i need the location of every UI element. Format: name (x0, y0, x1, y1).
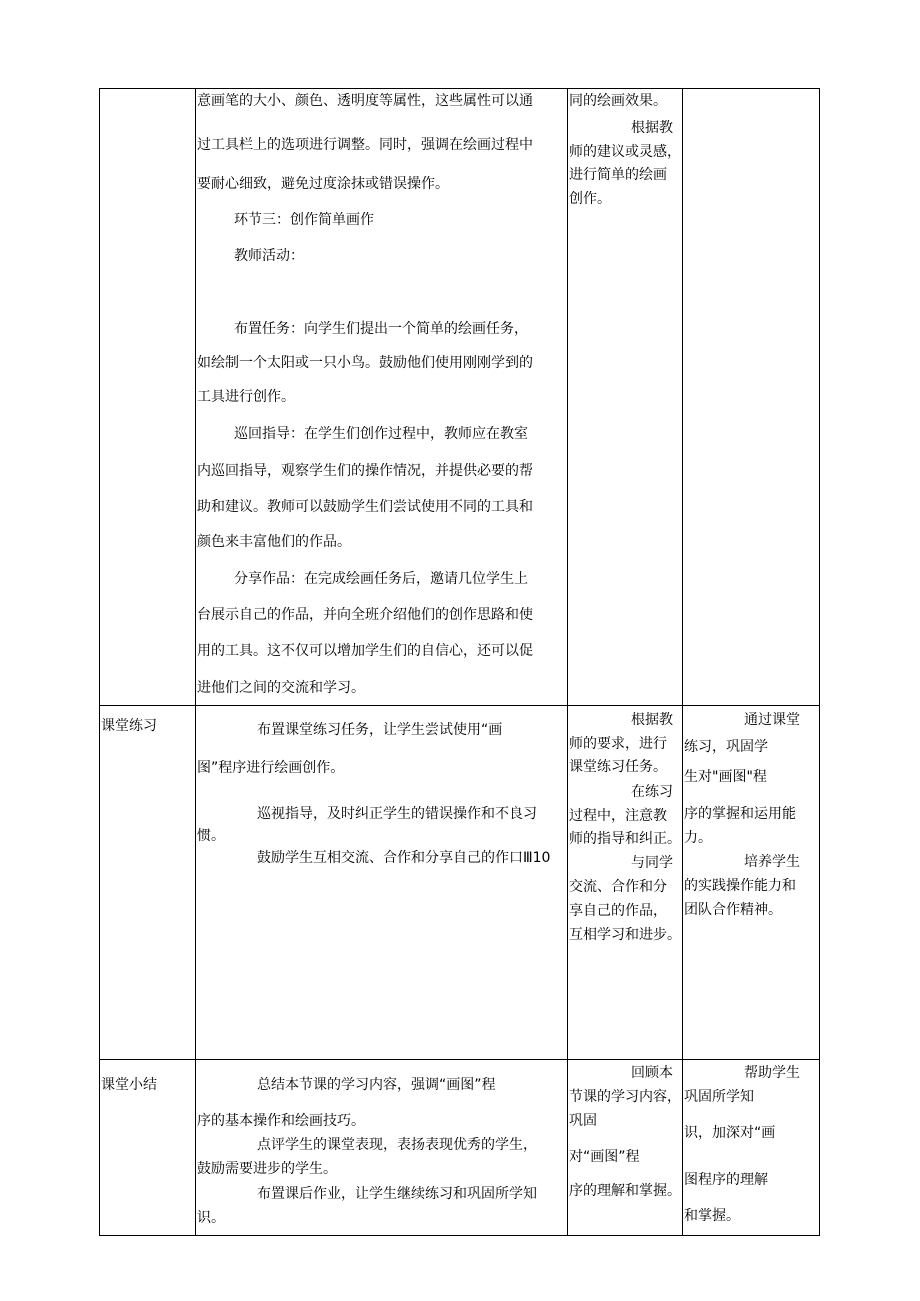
paragraph-line: 巩固所学知 (684, 1089, 754, 1105)
table-col-divider (567, 88, 568, 1236)
paragraph-line: 和掌握。 (684, 1208, 740, 1224)
paragraph-line: 惯。 (197, 828, 225, 844)
table-row-divider (99, 1059, 820, 1060)
table-col-divider (682, 88, 683, 1236)
paragraph-line: 巡视指导，及时纠正学生的错误操作和不良习 (257, 806, 537, 822)
paragraph-line: 回顾本 (631, 1065, 673, 1081)
paragraph-line: 创作。 (569, 191, 611, 207)
paragraph-line: 点评学生的课堂表现，表扬表现优秀的学生， (257, 1137, 537, 1153)
paragraph-line: 课堂练习任务。 (569, 759, 667, 775)
paragraph-line: 团队合作精神。 (684, 902, 782, 918)
paragraph-line: 如绘制一个太阳或一只小鸟。鼓励他们使用刚刚学到的 (197, 355, 533, 371)
paragraph-line: 内巡回指导，观察学生们的操作情况，并提供必要的帮 (197, 463, 533, 479)
paragraph-line: 根据教 (631, 120, 673, 136)
paragraph-line: 工具进行创作。 (197, 389, 295, 405)
paragraph-line: 图程序的理解 (684, 1172, 768, 1188)
paragraph-line: 序的理解和掌握。 (569, 1183, 681, 1199)
paragraph-line: 力。 (684, 830, 712, 846)
table-border-left (99, 88, 100, 1236)
paragraph-line: 帮助学生 (744, 1065, 800, 1081)
row-label: 课堂小结 (101, 1077, 157, 1093)
paragraph-line: 师的指导和纠正。 (569, 831, 681, 847)
paragraph-line: 在练习 (631, 784, 673, 800)
row3-label-cell (101, 1075, 193, 1095)
paragraph-line: 图”程序进行绘画创作。 (197, 760, 345, 776)
paragraph-line: 根据教 (631, 712, 673, 728)
paragraph-line: 布置课后作业，让学生继续练习和巩固所学知 (257, 1186, 537, 1202)
paragraph-line: 布置课堂练习任务，让学生尝试使用“画 (257, 722, 503, 738)
table-border-top (99, 88, 820, 89)
paragraph-line: 对“画图”程 (569, 1149, 640, 1165)
table-border-right (819, 88, 820, 1236)
paragraph-line: 进行简单的绘画 (569, 167, 667, 183)
paragraph-line: 过程中，注意教 (569, 808, 667, 824)
paragraph-line: 练习，巩固学 (684, 739, 768, 755)
paragraph-line: 序的基本操作和绘画技巧。 (197, 1113, 365, 1129)
paragraph-line: 识，加深对“画 (684, 1125, 776, 1141)
paragraph-line: 序的掌握和运用能 (684, 806, 796, 822)
paragraph-line: 过工具栏上的选项进行调整。同时，强调在绘画过程中 (197, 137, 533, 153)
paragraph-line: 进他们之间的交流和学习。 (197, 680, 365, 696)
paragraph-line: 助和建议。教师可以鼓励学生们尝试使用不同的工具和 (197, 499, 533, 515)
paragraph-line: 同的绘画效果。 (569, 93, 667, 109)
paragraph-line: 鼓励学生互相交流、合作和分享自己的作口Ⅲ10 (257, 850, 551, 866)
row-label: 课堂练习 (101, 718, 157, 734)
table-row-divider (99, 705, 820, 706)
table-col-divider (195, 88, 196, 1236)
paragraph-line: 培养学生 (744, 854, 800, 870)
paragraph-line: 颜色来丰富他们的作品。 (197, 534, 351, 550)
paragraph-line: 享自己的作品， (569, 903, 667, 919)
paragraph-line: 用的工具。这不仅可以增加学生们的自信心，还可以促 (197, 643, 533, 659)
teacher-activity-label: 教师活动： (234, 248, 304, 264)
paragraph-line: 分享作品：在完成绘画任务后，邀请几位学生上 (234, 571, 528, 587)
paragraph-line: 与同学 (631, 855, 673, 871)
paragraph-line: 布置任务：向学生们提出一个简单的绘画任务， (234, 321, 528, 337)
paragraph-line: 台展示自己的作品，并向全班介绍他们的创作思路和使 (197, 607, 533, 623)
section-heading: 环节三：创作简单画作 (234, 212, 374, 228)
paragraph-line: 鼓励需要进步的学生。 (197, 1161, 337, 1177)
paragraph-line: 巩固 (569, 1113, 597, 1129)
table-border-bottom (99, 1235, 820, 1236)
paragraph-line: 师的建议或灵感， (569, 144, 681, 160)
paragraph-line: 通过课堂 (744, 712, 800, 728)
paragraph-line: 师的要求，进行 (569, 736, 667, 752)
paragraph-line: 交流、合作和分 (569, 879, 667, 895)
paragraph-line: 的实践操作能力和 (684, 878, 796, 894)
paragraph-line: 要耐心细致，避免过度涂抹或错误操作。 (197, 176, 449, 192)
paragraph-line: 总结本节课的学习内容，强调“画图”程 (257, 1077, 496, 1093)
paragraph-line: 识。 (197, 1210, 225, 1226)
row2-label-cell (101, 716, 193, 736)
paragraph-line: 生对"画图"程 (684, 769, 767, 785)
paragraph-line: 互相学习和进步。 (569, 927, 681, 943)
paragraph-line: 巡回指导：在学生们创作过程中，教师应在教室 (234, 426, 528, 442)
paragraph-line: 意画笔的大小、颜色、透明度等属性，这些属性可以通 (197, 93, 533, 109)
paragraph-line: 节课的学习内容， (569, 1089, 681, 1105)
